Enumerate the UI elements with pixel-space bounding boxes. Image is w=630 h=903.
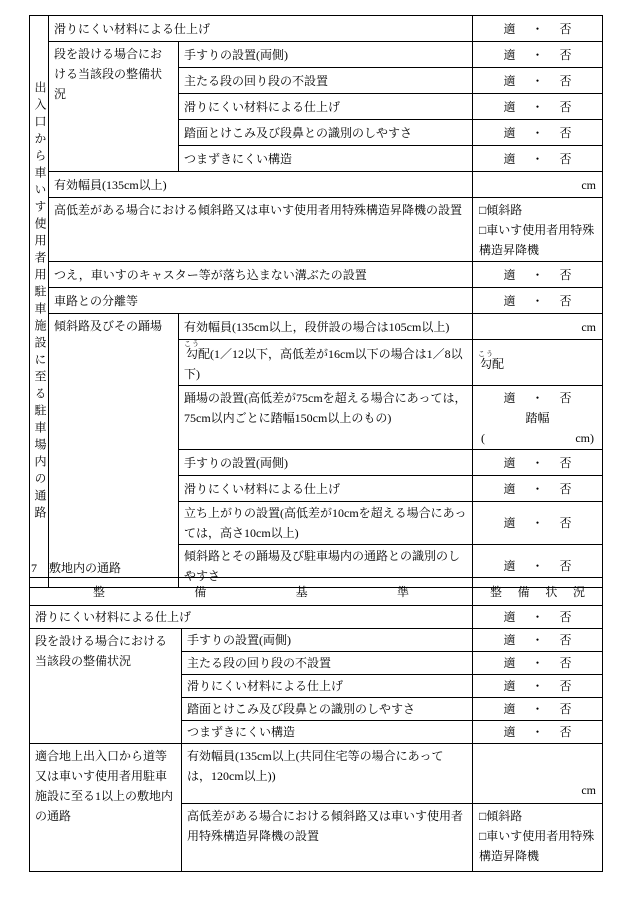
path-group-label: 適合地上出入口から道等又は車いす使用者用駐車施設に至る1以上の敷地内の通路 — [30, 744, 182, 872]
checkbox-icon: □ — [479, 223, 487, 237]
status-cell — [473, 450, 603, 476]
pass-fail-choice: 適 ・ 否 — [503, 725, 572, 739]
pass-fail-choice: 適 ・ 否 — [503, 293, 572, 308]
path-width-value-cell: cm — [473, 744, 603, 804]
width-value-cell: cm — [473, 172, 603, 198]
status-cell — [473, 42, 603, 68]
steps-group-label: 段を設ける場合における当該段の整備状況 — [49, 42, 179, 172]
criteria-handrail: 手すりの設置(両側) — [179, 42, 473, 68]
criteria-distinguish: 傾斜路とその踊場及び駐車場内の通路との識別のしやすさ — [179, 545, 473, 588]
pass-fail-choice: 適 ・ 否 — [503, 633, 572, 647]
criteria-slip: 滑りにくい材料による仕上げ — [182, 675, 473, 698]
criteria-ramp-slip: 滑りにくい材料による仕上げ — [179, 476, 473, 502]
status-cell — [473, 502, 603, 545]
criteria-tread: 踏面とけこみ及び段鼻との識別のしやすさ — [179, 120, 473, 146]
status-cell — [473, 288, 603, 314]
pass-fail-choice: 適 ・ 否 — [503, 481, 572, 496]
checkbox-icon: □ — [479, 829, 487, 843]
lift-checkbox-option: □車いす使用者用特殊構造昇降機 — [479, 829, 595, 863]
criteria-level-diff: 高低差がある場合における傾斜路又は車いす使用者用特殊構造昇降機の設置 — [182, 804, 473, 872]
criteria-slip: 滑りにくい材料による仕上げ — [179, 94, 473, 120]
criteria-no-trip: つまずきにくい構造 — [179, 146, 473, 172]
landing-status-cell — [473, 386, 603, 450]
choice-dot: ・ — [531, 21, 544, 36]
slope-ruby: 勾こう — [478, 350, 495, 371]
parking-route-table — [29, 15, 603, 588]
status-cell — [473, 652, 603, 675]
pass-fail-choice: 適 ・ 否 — [503, 702, 572, 716]
criteria-path-width: 有効幅員(135cm以上(共同住宅等の場合にあっては，120cm以上)) — [182, 744, 473, 804]
ramp-checkbox-option: □傾斜路 — [479, 809, 523, 823]
status-cell — [473, 262, 603, 288]
criteria-landing: 踊場の設置(高低差が75cmを超える場合にあっては，75cm以内ごとに踏幅150cm以上のもの) — [179, 386, 473, 450]
status-cell — [473, 120, 603, 146]
criteria-slip-finish: 滑りにくい材料による仕上げ — [30, 606, 473, 629]
header-criteria: 整 備 基 準 — [30, 578, 473, 606]
criteria-slope: 勾こう配(1／12以下，高低差が16cm以下の場合は1／8以下) — [179, 340, 473, 386]
pass-fail-choice: 適 ・ 否 — [503, 267, 572, 282]
status-cell — [473, 629, 603, 652]
tread-width-entry: ( cm) — [481, 431, 595, 445]
criteria-level-diff: 高低差がある場合における傾斜路又は車いす使用者用特殊構造昇降機の設置 — [49, 198, 473, 262]
table1-side-cell — [30, 16, 49, 588]
criteria-winder: 主たる段の回り段の不設置 — [182, 652, 473, 675]
pass-option: 適 — [503, 21, 516, 36]
pass-fail-choice: 適 ・ 否 — [503, 47, 572, 62]
criteria-effective-width: 有効幅員(135cm以上) — [49, 172, 473, 198]
status-cell — [473, 68, 603, 94]
pass-fail-choice: 適 ・ 否 — [503, 99, 572, 114]
pass-fail-choice: 適 ・ 否 — [503, 391, 572, 405]
criteria-road-separation: 車路との分離等 — [49, 288, 473, 314]
fail-option: 否 — [559, 21, 572, 36]
checkbox-icon: □ — [479, 203, 487, 217]
criteria-no-trip: つまずきにくい構造 — [182, 721, 473, 744]
status-cell — [473, 476, 603, 502]
criteria-tread: 踏面とけこみ及び段鼻との識別のしやすさ — [182, 698, 473, 721]
pass-fail-choice: 適 ・ 否 — [503, 679, 572, 693]
status-cell — [473, 675, 603, 698]
ramp-checkbox-option: □傾斜路 — [479, 203, 523, 217]
pass-fail-choice: 適 ・ 否 — [503, 610, 572, 624]
slope-ruby: 勾こう — [184, 340, 200, 361]
status-cell — [473, 721, 603, 744]
lift-checkbox-option: □車いす使用者用特殊構造昇降機 — [479, 223, 595, 257]
ramp-group-label: 傾斜路及びその踊場 — [49, 314, 179, 588]
criteria-winder: 主たる段の回り段の不設置 — [179, 68, 473, 94]
pass-fail-choice: 適 ・ 否 — [503, 455, 572, 470]
pass-fail-choice — [479, 19, 596, 39]
site-path-table — [29, 577, 603, 872]
criteria-ramp-width: 有効幅員(135cm以上，段併設の場合は105cm以上) — [179, 314, 473, 340]
table1-side-label: 出入口から車いす使用者用駐車施設に至る駐車場内の通路 — [33, 80, 47, 523]
pass-fail-choice: 適 ・ 否 — [503, 73, 572, 88]
pass-fail-choice: 適 ・ 否 — [503, 516, 572, 530]
status-checkbox-cell — [473, 804, 603, 872]
status-cell — [473, 94, 603, 120]
slope-status-cell: 勾こう配 — [473, 340, 603, 386]
status-cell — [473, 606, 603, 629]
criteria-ramp-handrail: 手すりの設置(両側) — [179, 450, 473, 476]
pass-fail-choice: 適 ・ 否 — [503, 125, 572, 140]
checkbox-icon: □ — [479, 809, 487, 823]
section-heading: 7 敷地内の通路 — [31, 561, 122, 575]
status-cell — [473, 146, 603, 172]
status-checkbox-cell — [473, 198, 603, 262]
status-cell — [473, 16, 603, 42]
header-status: 整 備 状 況 — [473, 578, 603, 606]
criteria-slip-finish: 滑りにくい材料による仕上げ — [49, 16, 473, 42]
status-cell — [473, 698, 603, 721]
criteria-curb: 立ち上がりの設置(高低差が10cmを超える場合にあっては，高さ10cm以上) — [179, 502, 473, 545]
pass-fail-choice: 適 ・ 否 — [503, 151, 572, 166]
criteria-cane-groove: つえ，車いすのキャスター等が落ち込まない溝ぶたの設置 — [49, 262, 473, 288]
pass-fail-choice: 適 ・ 否 — [503, 656, 572, 670]
steps-group-label: 段を設ける場合における当該段の整備状況 — [30, 629, 182, 744]
ramp-width-value-cell: cm — [473, 314, 603, 340]
criteria-handrail: 手すりの設置(両側) — [182, 629, 473, 652]
pass-fail-choice: 適 ・ 否 — [503, 559, 572, 573]
tread-width-label: 踏幅 — [525, 411, 550, 425]
